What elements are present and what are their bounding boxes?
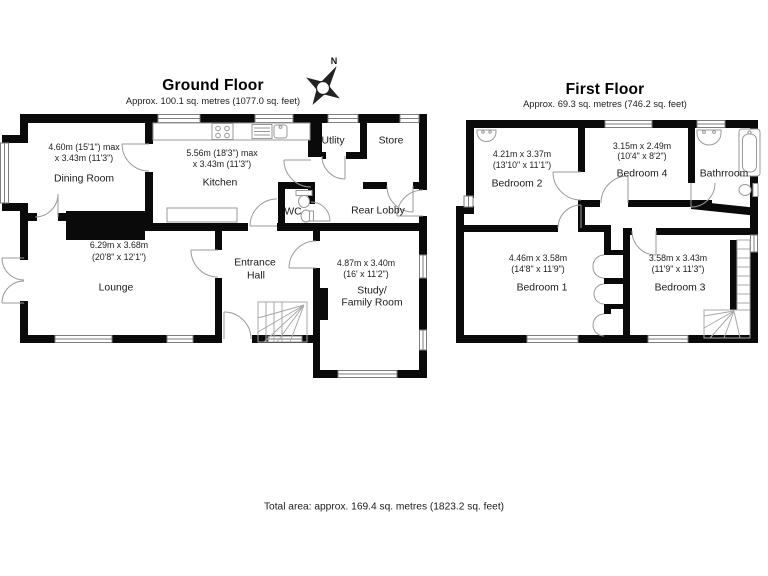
kitchen-dims-1: 5.56m (18'3") max	[186, 148, 258, 158]
bedroom2-sink	[477, 130, 496, 142]
rear-lobby-label: Rear Lobby	[351, 205, 405, 217]
bedroom-4-dims-1: 3.15m x 2.49m	[612, 141, 672, 151]
dining-room-label: Dining Room	[53, 173, 115, 185]
bedroom-2-dims-2: (13'10" x 11'1")	[492, 160, 552, 170]
bedroom-1-dims-2: (14'8" x 11'9")	[511, 264, 565, 274]
study-label-1: Study/	[357, 285, 387, 297]
lounge-dims-1: 6.29m x 3.68m	[89, 240, 149, 250]
lounge-label: Lounge	[98, 282, 134, 294]
store-label: Store	[378, 135, 404, 147]
dining-room-dims-1: 4.60m (15'1") max	[48, 142, 120, 152]
bedroom-3-label: Bedroom 3	[654, 282, 706, 294]
bedroom-1-label: Bedroom 1	[516, 282, 568, 294]
study-label-2: Family Room	[341, 297, 403, 309]
first-floor-title: First Floor	[565, 81, 645, 98]
bedroom-2-dims-1: 4.21m x 3.37m	[492, 149, 552, 159]
wc-label: WC	[284, 206, 302, 218]
compass-north-label: N	[330, 56, 338, 66]
kitchen-label: Kitchen	[202, 177, 238, 189]
bathroom-label: Bathrroom	[699, 168, 749, 180]
compass-icon	[297, 57, 353, 114]
dining-room-dims-2: x 3.43m (11'3")	[54, 153, 114, 163]
first-floor-subtitle: Approx. 69.3 sq. metres (746.2 sq. feet)	[523, 99, 687, 109]
bedroom-4-dims-2: (10'4" x 8'2")	[617, 151, 667, 161]
study-dims-1: 4.87m x 3.40m	[336, 258, 396, 268]
total-area-text: Total area: approx. 169.4 sq. metres (1823.2 sq. feet)	[263, 501, 505, 513]
study-dims-2: (16' x 11'2")	[343, 269, 389, 279]
bedroom-3-dims-1: 3.58m x 3.43m	[648, 253, 708, 263]
kitchen-dims-2: x 3.43m (11'3")	[192, 159, 252, 169]
entrance-hall-label-2: Hall	[247, 270, 265, 282]
ground-floor-subtitle: Approx. 100.1 sq. metres (1077.0 sq. feet)	[125, 96, 301, 106]
entrance-hall-label-1: Entrance	[234, 257, 276, 269]
first-floor-stairs	[704, 240, 750, 338]
bedroom-3-dims-2: (11'9" x 11'3")	[651, 264, 705, 274]
bedroom-4-label: Bedroom 4	[616, 168, 668, 180]
utility-label: Utlity	[321, 135, 345, 147]
lounge-dims-2: (20'8" x 12'1")	[91, 252, 147, 262]
ground-floor-title: Ground Floor	[162, 77, 264, 94]
bedroom-1-dims-1: 4.46m x 3.58m	[508, 253, 568, 263]
bedroom-2-label: Bedroom 2	[491, 178, 543, 190]
